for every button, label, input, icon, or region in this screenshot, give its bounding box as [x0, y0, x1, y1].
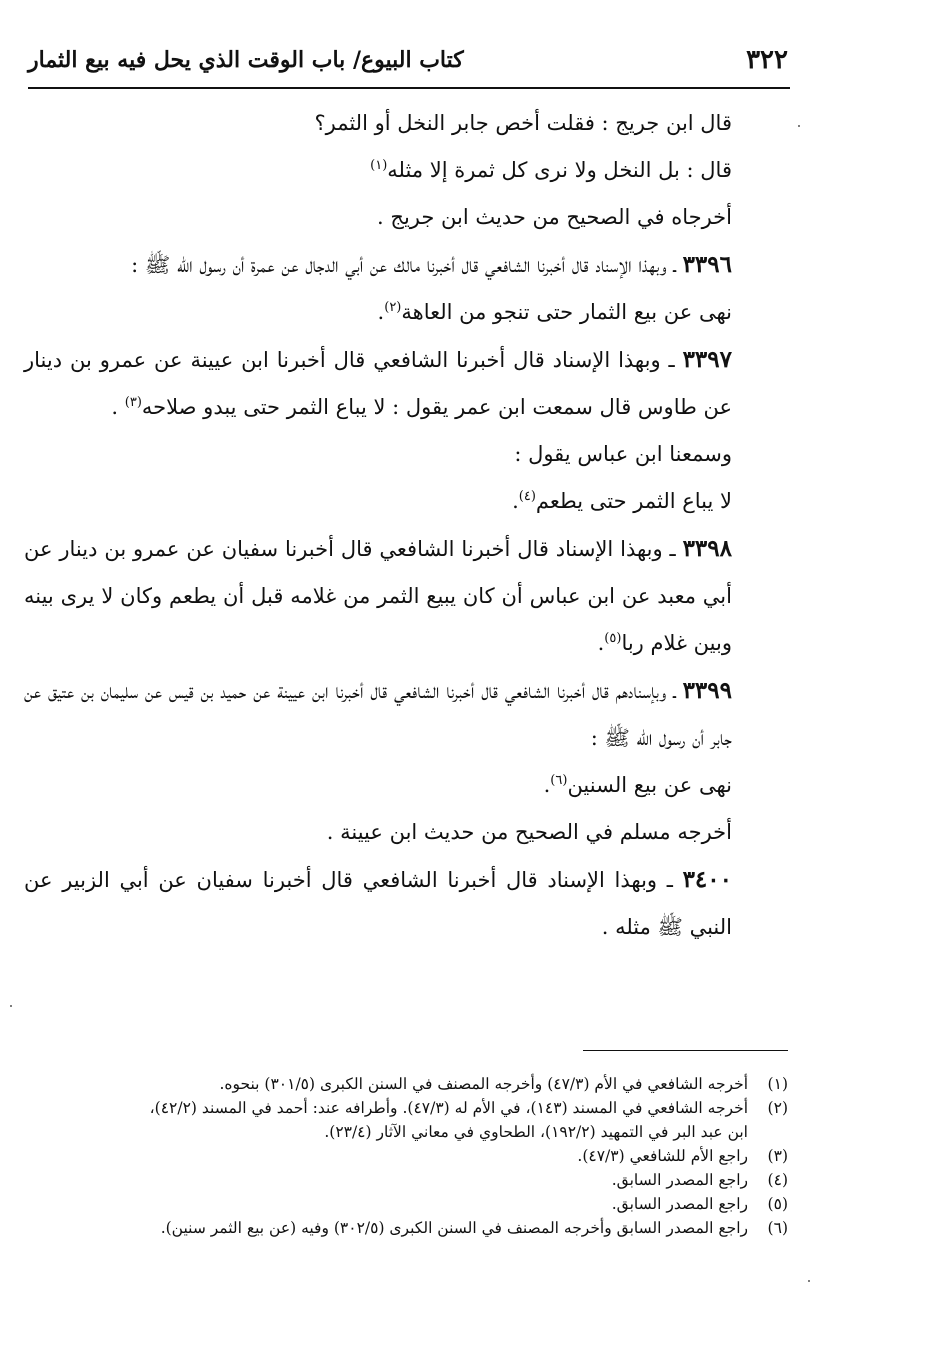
punctuation: .	[377, 300, 385, 324]
paragraph-text: قال : بل النخل ولا نرى كل ثمرة إلا مثله	[387, 158, 732, 182]
footnote-3	[24, 1144, 788, 1168]
hadith-3399	[24, 667, 790, 762]
footnote-number: (٦)	[767, 1219, 788, 1237]
main-text	[24, 100, 790, 951]
punctuation: .	[512, 489, 519, 513]
matn-text: نهى عن بيع الثمار حتى تنجو من العاهة	[401, 300, 732, 324]
punctuation: .	[543, 773, 551, 797]
hadith-number: ٣٣٩٧	[682, 346, 732, 373]
footnote-5	[24, 1192, 788, 1216]
hadith-text: ـ وبهذا الإسناد قال أخبرنا الشافعي قال أخبرنا سفيان عن أبي الزبير عن النبي ﷺ مثله .	[24, 868, 732, 939]
hadith-3396	[24, 241, 790, 289]
scan-speck	[10, 1005, 12, 1007]
footnote-number: (١)	[767, 1075, 788, 1093]
running-title: كتاب البيوع/ باب الوقت الذي يحل فيه بيع الثمار	[28, 47, 464, 73]
matn-text: نهى عن بيع السنين	[567, 773, 732, 797]
paragraph-text: أخرجه مسلم في الصحيح من حديث ابن عيينة .	[326, 820, 732, 844]
hadith-text: ـ وبإسنادهم قال أخبرنا الشافعي قال أخبرنا الشافعي قال أخبرنا ابن عيينة عن حميد بن قيس عن سليمان بن عتيق عن جابر أن رسول الله ﷺ :	[24, 679, 732, 750]
footnote-text-continued: ابن عبد البر في التمهيد (١٩٢/٢)، الطحاوي في معاني الآثار (٢٣/٤).	[324, 1123, 748, 1141]
scan-speck	[808, 1280, 810, 1282]
footnote-text: راجع المصدر السابق وأخرجه المصنف في السنن الكبرى (٣٠٢/٥) وفيه (عن بيع الثمر سنين).	[160, 1219, 748, 1237]
paragraph-text: قال ابن جريج : فقلت أخص جابر النخل أو الثمر؟	[314, 111, 732, 135]
hadith-matn	[24, 289, 790, 336]
footnote-ref[interactable]: (٥)	[604, 631, 622, 646]
hadith-matn	[24, 478, 790, 525]
paragraph	[24, 147, 790, 194]
footnote-ref[interactable]: (٣)	[124, 395, 142, 410]
paragraph	[24, 100, 790, 147]
punctuation: .	[111, 395, 125, 419]
paragraph	[24, 194, 790, 241]
scan-speck	[798, 125, 800, 127]
paragraph	[24, 431, 790, 478]
hadith-text: ـ وبهذا الإسناد قال أخبرنا الشافعي قال أخبرنا مالك عن أبي الدجال عن عمرة أن رسول الله ﷺ :	[131, 253, 683, 277]
footnote-2	[24, 1096, 788, 1144]
footnote-number: (٤)	[767, 1171, 788, 1189]
footnote-number: (٥)	[767, 1195, 788, 1213]
footnote-text: راجع الأم للشافعي (٤٧/٣).	[577, 1147, 748, 1165]
hadith-number: ٣٣٩٦	[682, 251, 732, 278]
footnote-ref[interactable]: (١)	[370, 158, 388, 173]
punctuation: .	[597, 631, 605, 655]
hadith-number: ٣٣٩٨	[682, 535, 732, 562]
hadith-3397	[24, 336, 790, 431]
footnote-number: (٢)	[767, 1099, 788, 1117]
page-header	[28, 38, 788, 82]
hadith-text: ـ وبهذا الإسناد قال أخبرنا الشافعي قال أخبرنا ابن عيينة عن عمرو بن دينار عن طاوس قال سمعت ابن عمر يقول : لا يباع الثمر حتى يبدو صلاحه	[24, 348, 732, 419]
paragraph-text: وسمعنا ابن عباس يقول :	[514, 442, 732, 466]
footnote-4	[24, 1168, 788, 1192]
hadith-text: ـ وبهذا الإسناد قال أخبرنا الشافعي قال أخبرنا سفيان عن عمرو بن دينار عن أبي معبد عن ابن عباس أن كان يبيع الثمر من غلامه قبل أن يطعم وكان لا يرى بينه وبين غلام ربا	[24, 537, 732, 655]
hadith-3400	[24, 856, 790, 951]
hadith-number: ٣٣٩٩	[682, 677, 732, 704]
footnote-separator	[583, 1050, 788, 1051]
footnote-1	[24, 1072, 788, 1096]
footnote-text: أخرجه الشافعي في المسند (١٤٣)، في الأم له (٤٧/٣). وأطرافه عند: أحمد في المسند (٤٢/٢)،	[149, 1099, 748, 1117]
footnote-text: راجع المصدر السابق.	[611, 1171, 748, 1189]
hadith-3398	[24, 525, 790, 667]
footnotes	[24, 1072, 788, 1240]
footnote-text: أخرجه الشافعي في الأم (٤٧/٣) وأخرجه المصنف في السنن الكبرى (٣٠١/٥) بنحوه.	[219, 1075, 748, 1093]
page-number: ٣٢٢	[746, 45, 788, 75]
footnote-6	[24, 1216, 788, 1240]
paragraph-text: أخرجاه في الصحيح من حديث ابن جريج .	[377, 205, 732, 229]
footnote-text: راجع المصدر السابق.	[611, 1195, 748, 1213]
footnote-ref[interactable]: (٦)	[550, 773, 568, 788]
matn-text: لا يباع الثمر حتى يطعم	[535, 489, 732, 513]
hadith-number: ٣٤٠٠	[682, 866, 732, 893]
footnote-ref[interactable]: (٤)	[518, 489, 536, 504]
hadith-matn	[24, 762, 790, 809]
header-rule	[28, 87, 790, 89]
footnote-number: (٣)	[767, 1147, 788, 1165]
footnote-ref[interactable]: (٢)	[384, 300, 402, 315]
paragraph	[24, 809, 790, 856]
